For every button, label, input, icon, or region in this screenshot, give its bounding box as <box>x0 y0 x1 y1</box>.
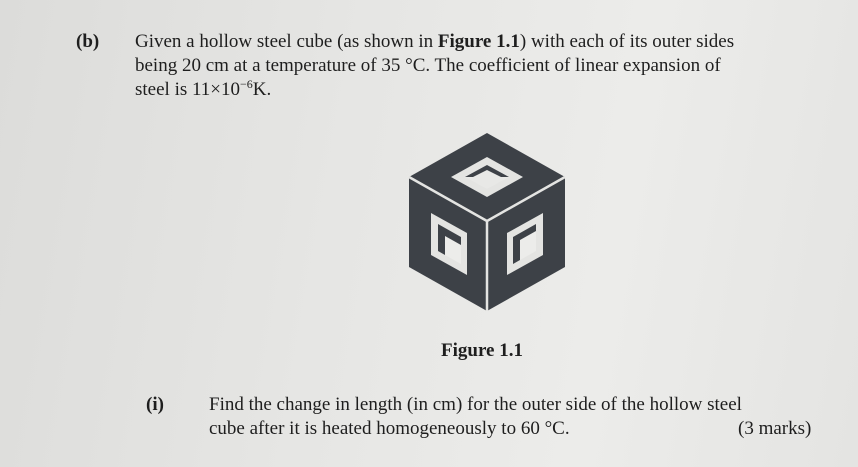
question-text-line-1 <box>135 31 734 53</box>
text-segment: Given a hollow steel cube (as shown in <box>135 31 438 52</box>
subquestion-text-line-2: cube after it is heated homogeneously to 60 °C. <box>209 418 570 439</box>
text-segment: steel is 11×10 <box>135 79 241 100</box>
question-text-line-2: being 20 cm at a temperature of 35 °C. The coefficient of linear expansion of <box>135 55 721 76</box>
text-segment: ) with each of its outer sides <box>519 31 735 52</box>
text-segment: K. <box>252 79 272 100</box>
marks-allocation: (3 marks) <box>738 418 812 439</box>
hollow-cube-figure <box>405 133 569 313</box>
subquestion-label: (i) <box>146 394 164 415</box>
part-label: (b) <box>76 31 100 52</box>
figure-caption: Figure 1.1 <box>441 340 523 361</box>
figure-reference: Figure 1.1 <box>437 31 520 52</box>
subquestion-text-line-1: Find the change in length (in cm) for the outer side of the hollow steel <box>209 394 742 415</box>
exponent: −6 <box>240 77 253 91</box>
question-text-line-3 <box>135 79 271 101</box>
